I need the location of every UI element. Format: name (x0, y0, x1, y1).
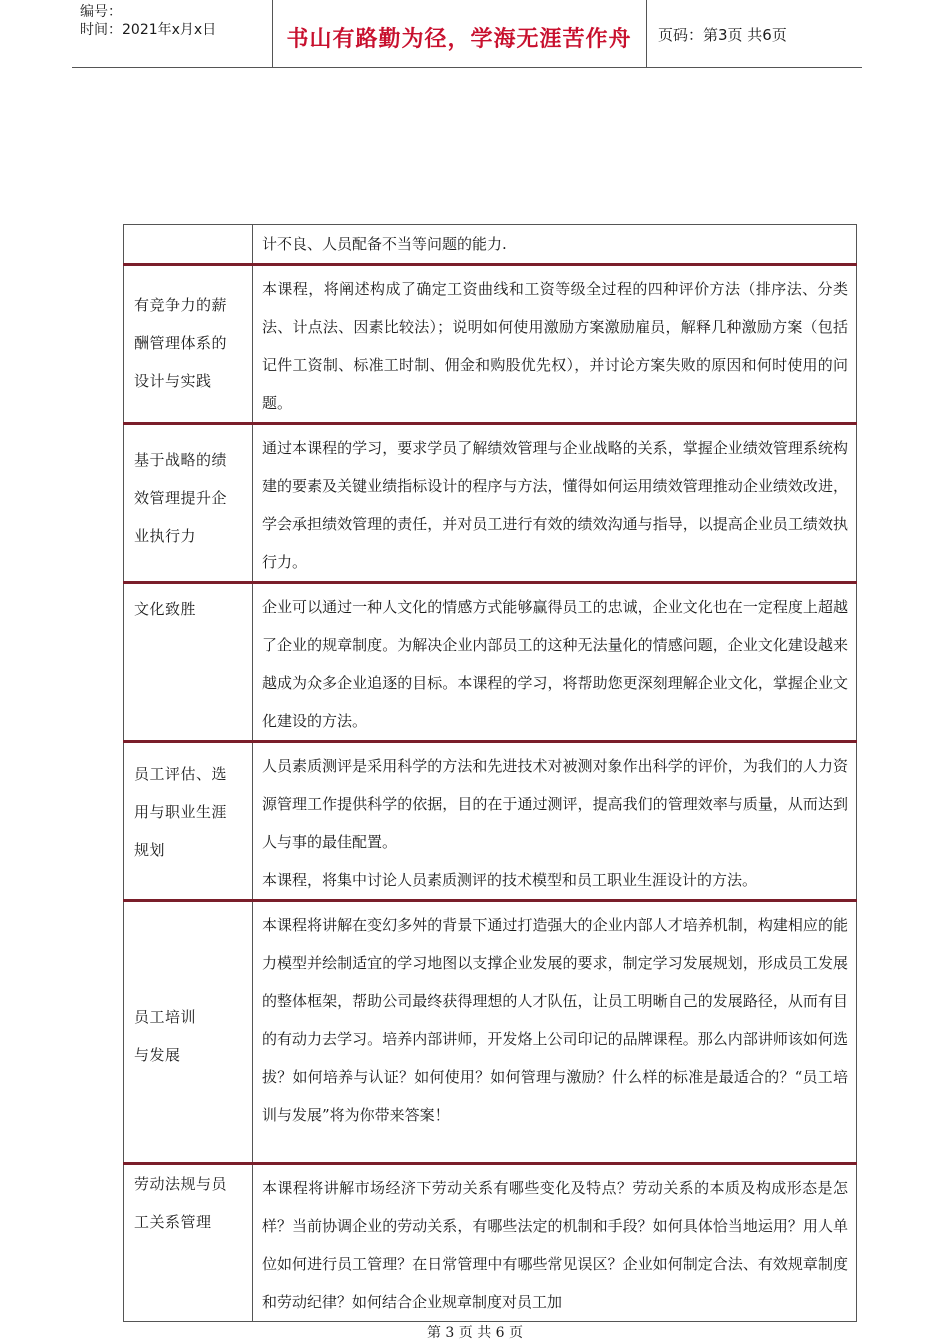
topic-cell: 员工评估、选用与职业生涯规划 (124, 742, 253, 901)
date-label: 时间：2021年x月x日 (80, 22, 217, 38)
description-cell: 人员素质测评是采用科学的方法和先进技术对被测对象作出科学的评价，为我们的人力资源管理工作提供科学的依据，目的在于通过测评，提高我们的管理效率与质量，从而达到人与事的最佳配置。 本课程，将集中讨论人员素质测评的技术模型和员工职业生涯设计的方法。 (253, 742, 857, 901)
description-cell: 本课程将讲解市场经济下劳动关系有哪些变化及特点？劳动关系的本质及构成形态是怎样？当前协调企业的劳动关系，有哪些法定的机制和手段？如何具体恰当地运用？用人单位如何进行员工管理？在日常管理中有哪些常见误区？企业如何制定合法、有效规章制度和劳动纪律？如何结合企业规章制度对员工加 (253, 1164, 857, 1322)
topic-cell: 劳动法规与员工关系管理 (124, 1164, 253, 1322)
description-cell: 计不良、人员配备不当等问题的能力. (253, 225, 857, 265)
serial-label: 编号： (80, 4, 122, 20)
description-cell: 本课程，将阐述构成了确定工资曲线和工资等级全过程的四种评价方法（排序法、分类法、计点法、因素比较法）；说明如何使用激励方案激励雇员，解释几种激励方案（包括记件工资制、标准工时制、佣金和购股优先权），并讨论方案失败的原因和何时使用的问题。 (253, 265, 857, 424)
table-row (124, 1164, 857, 1322)
table-row (124, 225, 857, 265)
topic-cell (124, 225, 253, 265)
topic-cell: 员工培训 与发展 (124, 901, 253, 1164)
topic-cell: 文化致胜 (124, 583, 253, 742)
description-cell: 本课程将讲解在变幻多舛的背景下通过打造强大的企业内部人才培养机制，构建相应的能力模型并绘制适宜的学习地图以支撑企业发展的要求，制定学习发展规划，形成员工发展的整体框架，帮助公司最终获得理想的人才队伍，让员工明晰自己的发展路径，从而有目的有动力去学习。培养内部讲师，开发烙上公司印记的品牌课程。那么内部讲师该如何选拔？如何培养与认证？如何使用？如何管理与激励？什么样的标准是最适合的？“员工培训与发展”将为你带来答案！ (253, 901, 857, 1164)
topic-cell: 有竞争力的薪酬管理体系的设计与实践 (124, 265, 253, 424)
table-row (124, 742, 857, 901)
description-cell: 通过本课程的学习，要求学员了解绩效管理与企业战略的关系，掌握企业绩效管理系统构建的要素及关键业绩指标设计的程序与方法，懂得如何运用绩效管理推动企业绩效改进，学会承担绩效管理的责任，并对员工进行有效的绩效沟通与指导，以提高企业员工绩效执行力。 (253, 424, 857, 583)
table-row (124, 901, 857, 1164)
topic-extra: 与发展 (134, 1046, 181, 1064)
course-table (123, 224, 857, 1322)
table-row (124, 424, 857, 583)
table-row (124, 583, 857, 742)
header-motto: 书山有路勤为径，学海无涯苦作舟 (286, 27, 632, 52)
page-footer: 第 3 页 共 6 页 (426, 1325, 524, 1341)
header-page-label: 页码：第3页 共6页 (658, 26, 787, 44)
description-extra: 本课程，将集中讨论人员素质测评的技术模型和员工职业生涯设计的方法。 (262, 871, 758, 889)
page-header (72, 0, 862, 68)
topic-cell: 基于战略的绩效管理提升企业执行力 (124, 424, 253, 583)
header-divider (646, 0, 647, 68)
table-row (124, 265, 857, 424)
header-rule (72, 67, 862, 68)
header-meta (80, 3, 216, 39)
description-cell: 企业可以通过一种人文化的情感方式能够赢得员工的忠诚，企业文化也在一定程度上超越了企业的规章制度。为解决企业内部员工的这种无法量化的情感问题，企业文化建设越来越成为众多企业追逐的目标。本课程的学习，将帮助您更深刻理解企业文化，掌握企业文化建设的方法。 (253, 583, 857, 742)
